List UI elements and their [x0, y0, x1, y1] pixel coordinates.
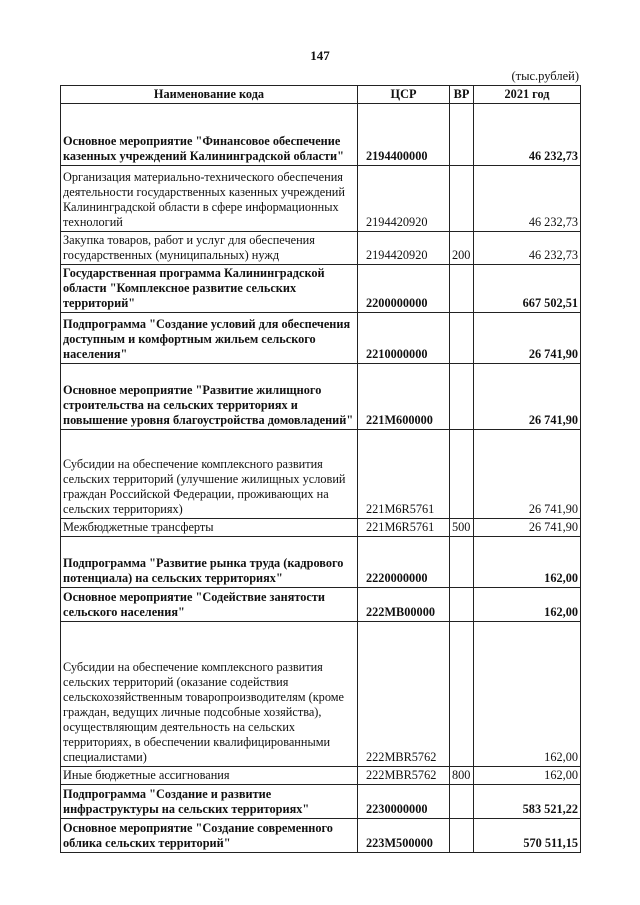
table-row — [61, 537, 581, 588]
row-name: Подпрограмма "Развитие рынка труда (кадрового потенциала) на сельских территориях" — [61, 537, 358, 588]
row-amount: 570 511,15 — [474, 819, 581, 853]
row-amount: 162,00 — [474, 767, 581, 785]
row-name: Основное мероприятие "Финансовое обеспечение казенных учреждений Калининградской области" — [61, 104, 358, 166]
table-row — [61, 313, 581, 364]
row-vr — [450, 622, 474, 767]
row-csr: 2194400000 — [358, 104, 450, 166]
row-amount: 26 741,90 — [474, 364, 581, 430]
row-name: Закупка товаров, работ и услуг для обеспечения государственных (муниципальных) нужд — [61, 232, 358, 265]
row-csr: 221M6R5761 — [358, 430, 450, 519]
row-csr: 222MBR5762 — [358, 622, 450, 767]
row-vr — [450, 313, 474, 364]
row-csr: 2210000000 — [358, 313, 450, 364]
row-csr: 2194420920 — [358, 232, 450, 265]
row-amount: 46 232,73 — [474, 232, 581, 265]
row-csr: 2230000000 — [358, 785, 450, 819]
table-row — [61, 767, 581, 785]
row-vr — [450, 430, 474, 519]
table-row — [61, 104, 581, 166]
row-vr — [450, 265, 474, 313]
row-name: Основное мероприятие "Развитие жилищного строительства на сельских территориях и повышение уровня благоустройства домовладений" — [61, 364, 358, 430]
row-csr: 221M6R5761 — [358, 519, 450, 537]
row-vr — [450, 588, 474, 622]
row-amount: 46 232,73 — [474, 104, 581, 166]
row-csr: 2200000000 — [358, 265, 450, 313]
table-row — [61, 519, 581, 537]
row-csr: 222MBR5762 — [358, 767, 450, 785]
row-amount: 162,00 — [474, 622, 581, 767]
row-amount: 26 741,90 — [474, 519, 581, 537]
row-name: Основное мероприятие "Создание современного облика сельских территорий" — [61, 819, 358, 853]
units-label: (тыс.рублей) — [511, 69, 579, 83]
page-number: 147 — [310, 48, 330, 63]
budget-table — [60, 85, 581, 853]
table-row — [61, 622, 581, 767]
header-amount: 2021 год — [474, 86, 581, 104]
header-name: Наименование кода — [61, 86, 358, 104]
table-row — [61, 232, 581, 265]
row-vr — [450, 364, 474, 430]
row-name: Субсидии на обеспечение комплексного развития сельских территорий (улучшение жилищных условий граждан Российской Федерации, проживающих на сельских территориях) — [61, 430, 358, 519]
row-vr — [450, 166, 474, 232]
row-vr — [450, 819, 474, 853]
table-row — [61, 166, 581, 232]
row-amount: 162,00 — [474, 537, 581, 588]
row-name: Межбюджетные трансферты — [61, 519, 358, 537]
row-name: Субсидии на обеспечение комплексного развития сельских территорий (оказание содействия сельскохозяйственным товаропроизводителям (кроме граждан, ведущих личные подсобные хозяйства), осуществляющим деятельность на сельских территориях, в обеспечении квалифицированными специалистами) — [61, 622, 358, 767]
row-amount: 26 741,90 — [474, 313, 581, 364]
row-csr: 2194420920 — [358, 166, 450, 232]
table-row — [61, 785, 581, 819]
header-csr: ЦСР — [358, 86, 450, 104]
table-row — [61, 430, 581, 519]
header-vr: ВР — [450, 86, 474, 104]
row-amount: 162,00 — [474, 588, 581, 622]
row-name: Основное мероприятие "Содействие занятости сельского населения" — [61, 588, 358, 622]
table-header-row — [61, 86, 581, 104]
row-name: Подпрограмма "Создание условий для обеспечения доступным и комфортным жильем сельского населения" — [61, 313, 358, 364]
row-vr: 800 — [450, 767, 474, 785]
row-csr: 2220000000 — [358, 537, 450, 588]
row-amount: 46 232,73 — [474, 166, 581, 232]
row-amount: 26 741,90 — [474, 430, 581, 519]
row-amount: 583 521,22 — [474, 785, 581, 819]
table-row — [61, 819, 581, 853]
row-vr: 200 — [450, 232, 474, 265]
table-row — [61, 265, 581, 313]
row-csr: 222MB00000 — [358, 588, 450, 622]
row-name: Организация материально-технического обеспечения деятельности государственных казенных учреждений Калининградской области в сфере информационных технологий — [61, 166, 358, 232]
row-name: Государственная программа Калининградской области "Комплексное развитие сельских территорий" — [61, 265, 358, 313]
row-name: Подпрограмма "Создание и развитие инфраструктуры на сельских территориях" — [61, 785, 358, 819]
table-row — [61, 588, 581, 622]
row-vr — [450, 785, 474, 819]
row-csr: 221M600000 — [358, 364, 450, 430]
row-csr: 223M500000 — [358, 819, 450, 853]
row-vr — [450, 104, 474, 166]
row-vr: 500 — [450, 519, 474, 537]
row-name: Иные бюджетные ассигнования — [61, 767, 358, 785]
row-vr — [450, 537, 474, 588]
table-row — [61, 364, 581, 430]
row-amount: 667 502,51 — [474, 265, 581, 313]
